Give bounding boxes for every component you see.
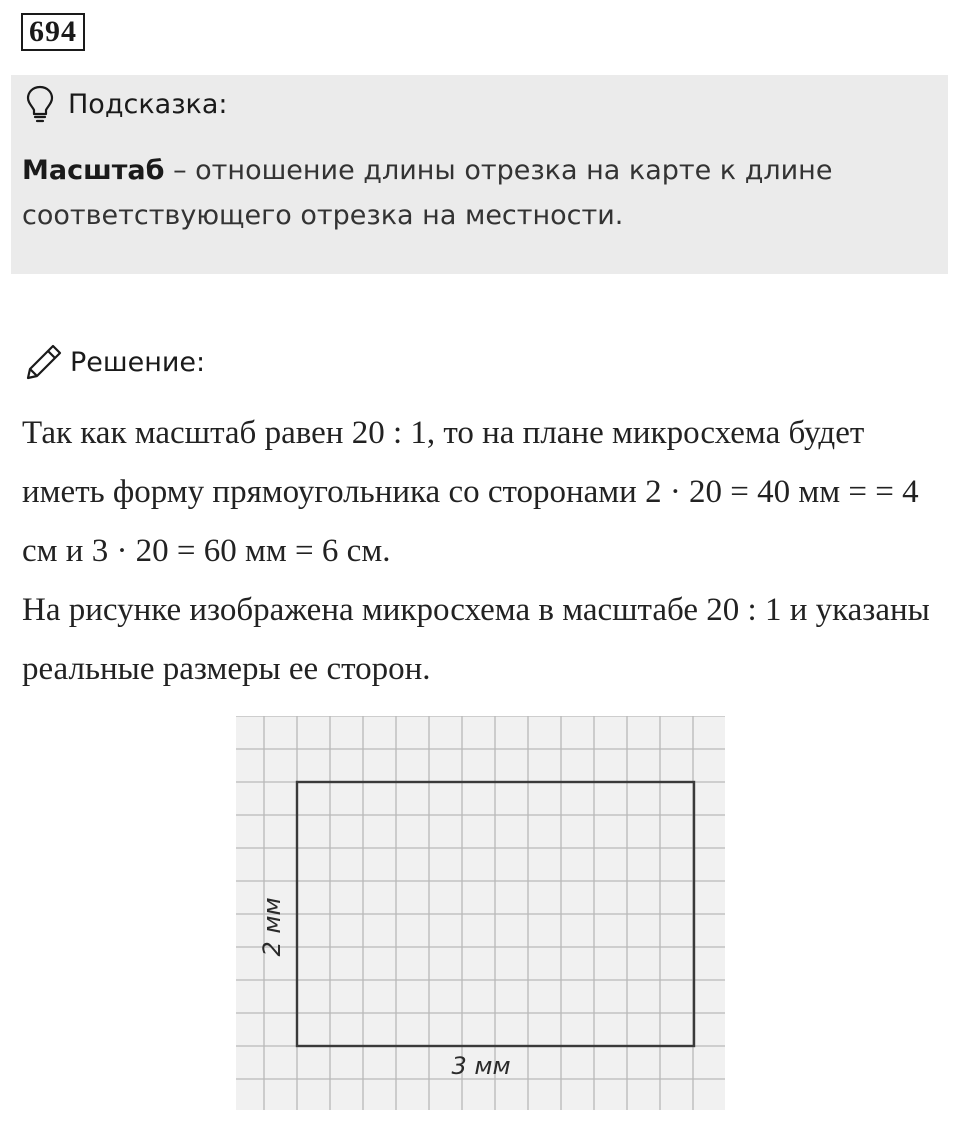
pencil-icon: [24, 342, 64, 382]
hint-header: [24, 84, 228, 124]
solution-header: [24, 342, 205, 382]
lightbulb-icon: [24, 84, 56, 124]
hint-title: Подсказка:: [68, 88, 228, 120]
hint-definition-text: – отношение длины отрезка на карте к длине соответствующего отрезка на местности.: [22, 155, 833, 231]
solution-title: Решение:: [70, 346, 206, 378]
graph-paper-background: [236, 716, 725, 1110]
hint-term: Масштаб: [22, 155, 165, 186]
solution-text: [22, 404, 942, 699]
side-short-label: 2 мм: [258, 897, 286, 957]
solution-paragraph: Так как масштаб равен 20 : 1, то на плане микросхема будет иметь форму прямоугольника со сторонами 2 · 20 = 40 мм = = 4 см и 3 · 20 = 60 мм = 6 см.: [22, 415, 919, 569]
side-long-label: 3 мм: [451, 1052, 511, 1080]
problem-number: 694: [21, 13, 85, 51]
microchip-figure: [236, 716, 725, 1110]
solution-paragraph: На рисунке изображена микросхема в масштабе 20 : 1 и указаны реальные размеры ее сторон.: [22, 592, 930, 687]
hint-definition: [22, 148, 922, 238]
